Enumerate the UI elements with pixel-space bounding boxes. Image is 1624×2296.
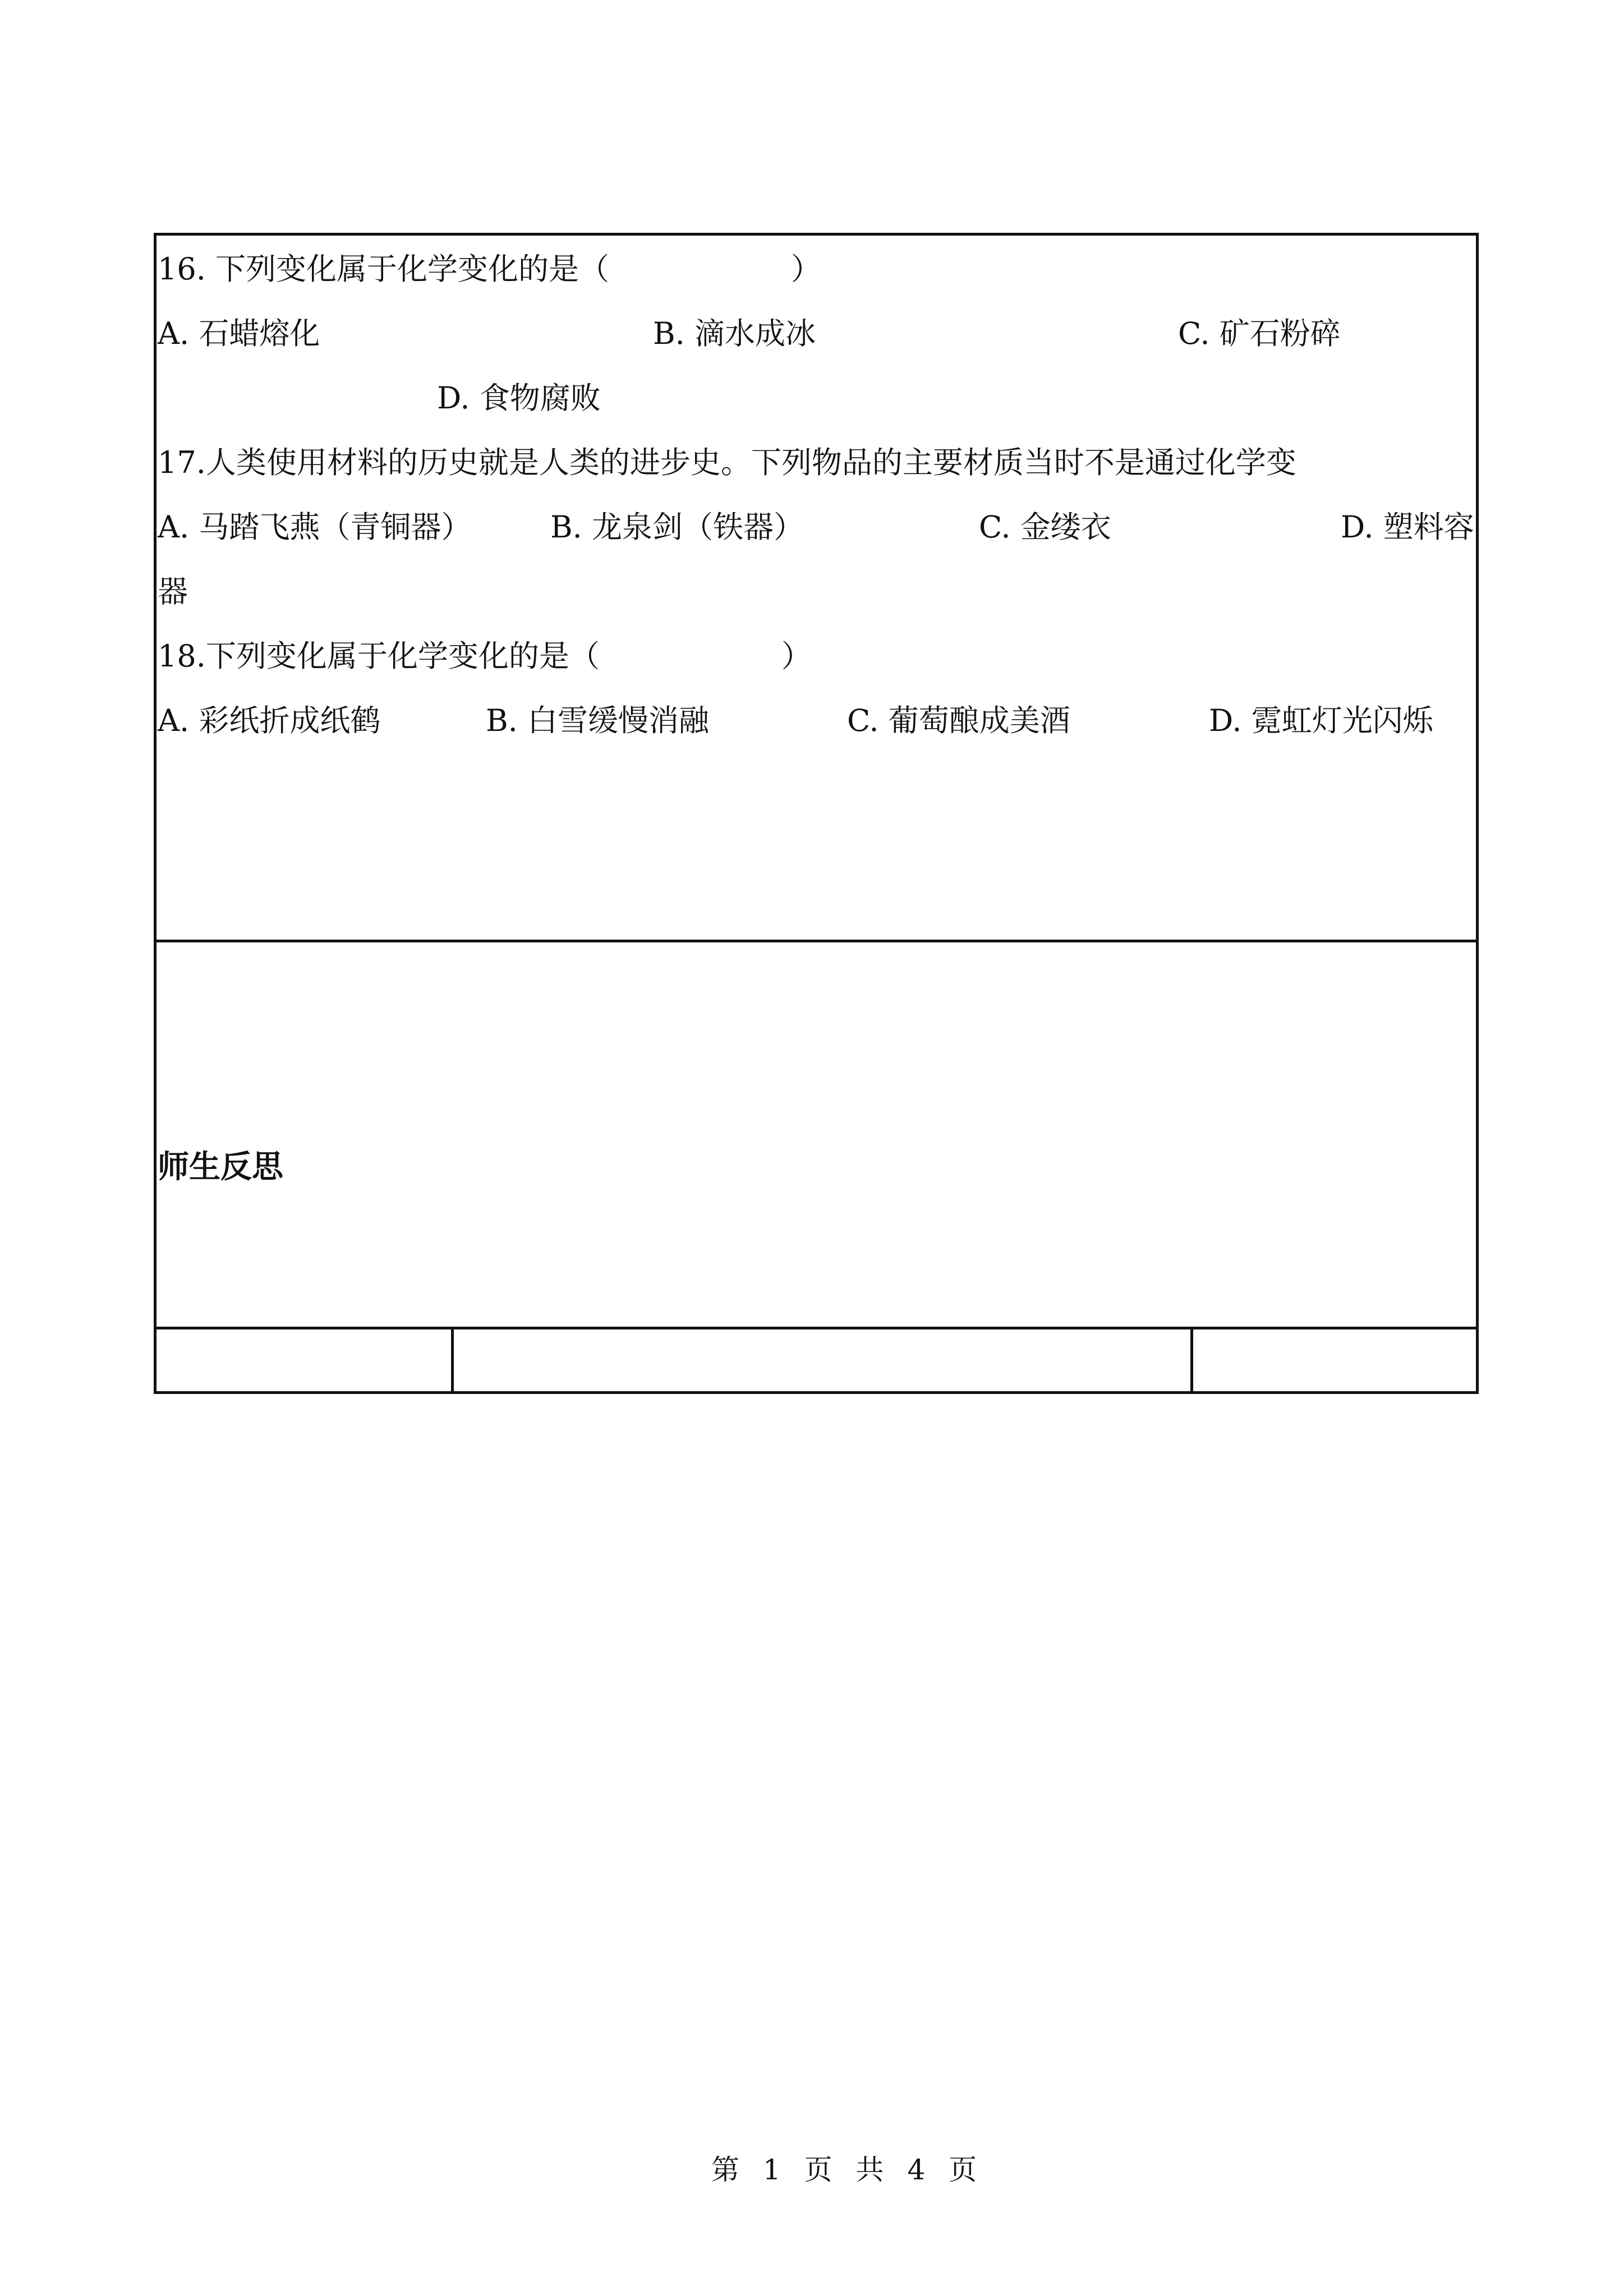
page-label-4: 页 xyxy=(949,2154,977,2186)
page-label-1: 第 xyxy=(711,2154,739,2186)
question-16-option-d: D. 食物腐败 xyxy=(437,380,601,416)
question-16-stem: 16. 下列变化属于化学变化的是（ ） xyxy=(158,251,822,287)
footer-cell-middle xyxy=(454,1329,1193,1391)
page-label-2: 页 xyxy=(804,2154,832,2186)
question-17-option-c: C. 金缕衣 xyxy=(979,509,1111,545)
question-16-option-c: C. 矿石粉碎 xyxy=(1178,316,1341,351)
page-total: 4 xyxy=(907,2154,926,2186)
worksheet-table xyxy=(154,233,1479,1394)
reflection-cell xyxy=(157,942,1476,1329)
questions-cell xyxy=(157,236,1476,942)
question-17-option-b: B. 龙泉剑（铁器） xyxy=(550,509,804,545)
question-18-option-d: D. 霓虹灯光闪烁 xyxy=(1209,703,1433,738)
page-current: 1 xyxy=(762,2154,781,2186)
question-17-option-d-continued: 器 xyxy=(158,574,188,609)
question-17-option-a: A. 马踏飞燕（青铜器） xyxy=(158,509,472,545)
table-footer-row xyxy=(157,1329,1476,1391)
page-label-3: 共 xyxy=(855,2154,884,2186)
question-16-option-b: B. 滴水成冰 xyxy=(653,316,816,351)
question-18-option-c: C. 葡萄酿成美酒 xyxy=(847,703,1070,738)
footer-cell-right xyxy=(1193,1329,1476,1391)
page-number xyxy=(711,2154,977,2185)
question-17-stem: 17.人类使用材料的历史就是人类的进步史。下列物品的主要材质当时不是通过化学变 xyxy=(158,445,1296,480)
question-16-option-a: A. 石蜡熔化 xyxy=(158,316,320,351)
question-17-option-d: D. 塑料容 xyxy=(1341,509,1474,545)
question-18-stem: 18.下列变化属于化学变化的是（ ） xyxy=(158,638,812,674)
question-18-option-b: B. 白雪缓慢消融 xyxy=(486,703,710,738)
reflection-heading: 师生反思 xyxy=(158,1149,283,1185)
footer-cell-left xyxy=(157,1329,454,1391)
question-18-option-a: A. 彩纸折成纸鹤 xyxy=(158,703,381,738)
